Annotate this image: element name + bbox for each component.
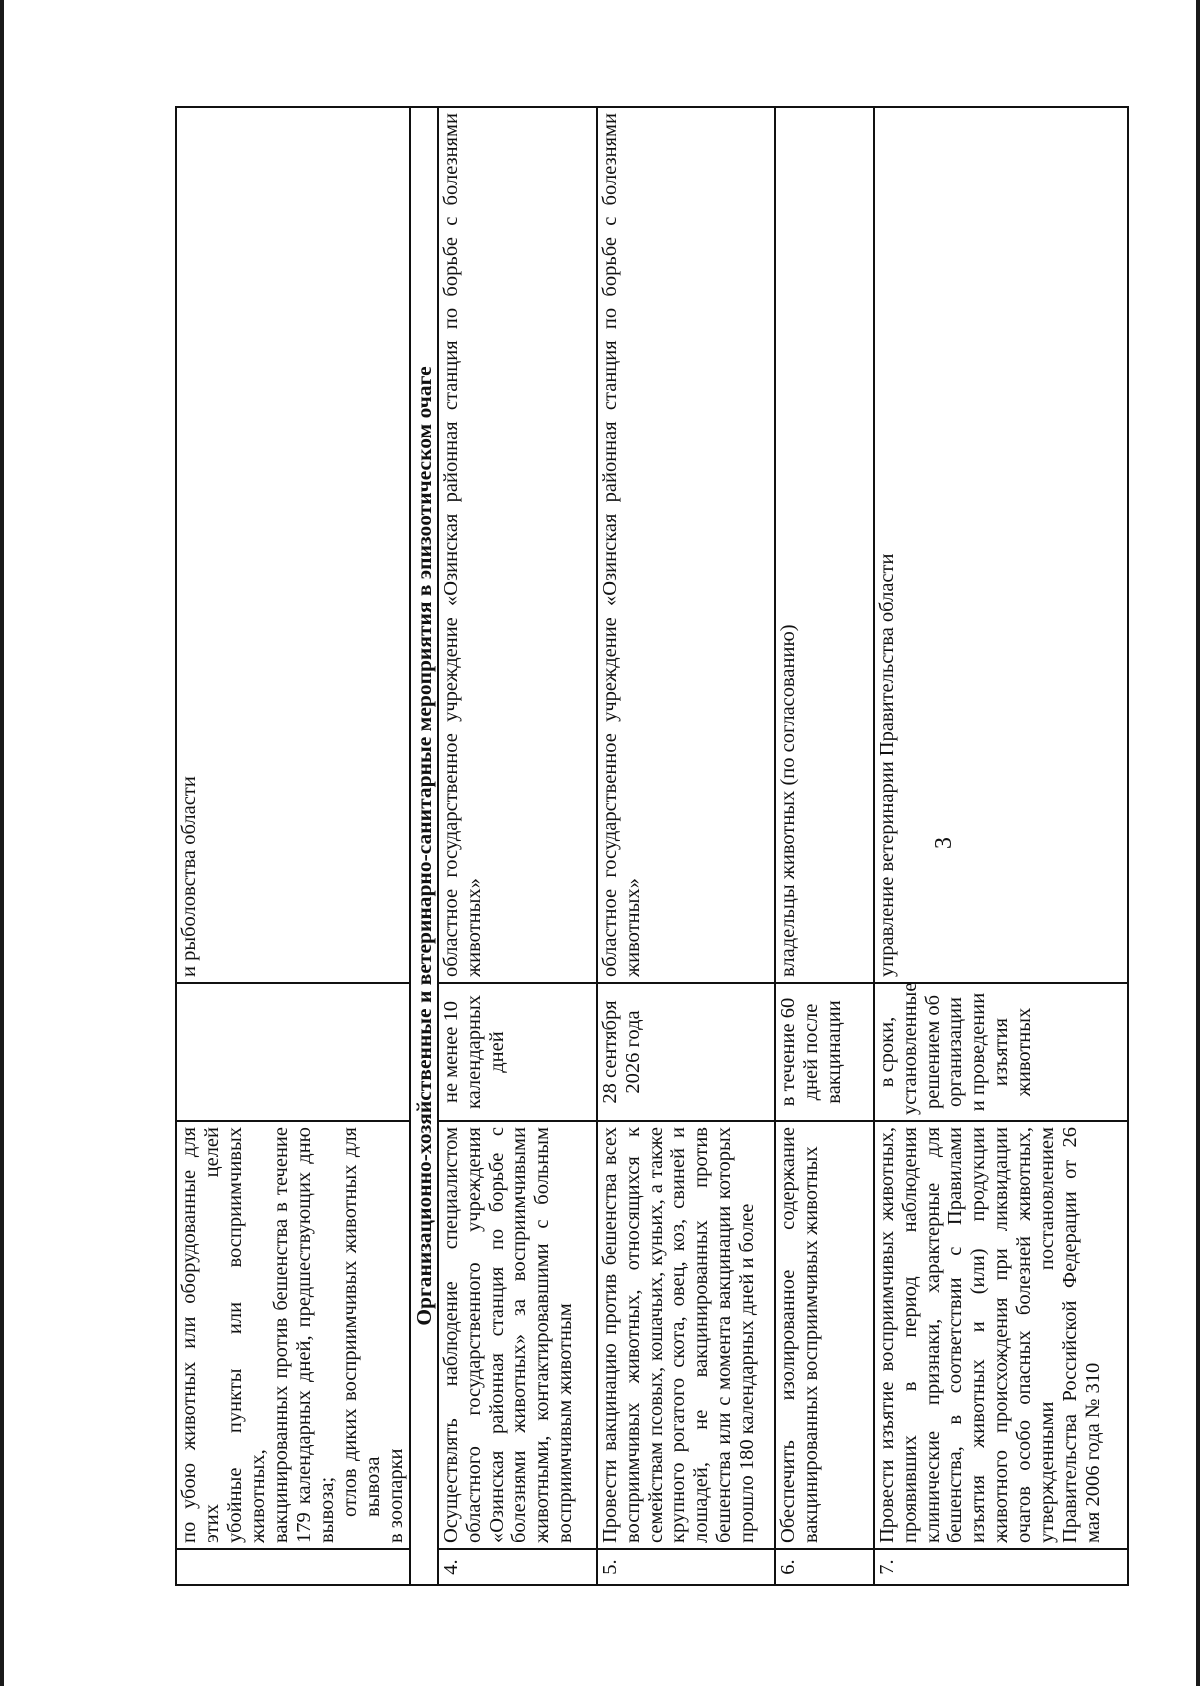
continuation-measure (176, 1121, 410, 1549)
section-title: Организационно-хозяйственные и ветеринарно-санитарные мероприятия в эпизоотическом очаге (410, 107, 438, 1585)
continuation-line: отлов диких восприимчивых животных для вывоза (338, 1127, 384, 1517)
row-responsible: управление ветеринарии Правительства области (874, 107, 1128, 983)
row-deadline: в сроки, установленные решением об организации и проведении изъятия животных (874, 983, 1128, 1121)
document-rotated-content (175, 108, 1105, 1586)
row-responsible: владельцы животных (по согласованию) (775, 107, 874, 983)
row-deadline: не менее 10 календарных дней (438, 983, 597, 1121)
continuation-deadline (176, 983, 410, 1121)
row-number: 4. (438, 1549, 597, 1585)
row-number: 6. (775, 1549, 874, 1585)
scan-edge-left (0, 0, 4, 1686)
continuation-responsible: и рыболовства области (176, 107, 410, 983)
row-responsible: областное государственное учреждение «Озинская районная станция по борьбе с болезнями животных» (597, 107, 775, 983)
table-row-continuation (176, 107, 410, 1585)
row-deadline: 28 сентября 2026 года (597, 983, 775, 1121)
row-number-blank (176, 1549, 410, 1585)
row-number: 5. (597, 1549, 775, 1585)
table-row (874, 107, 1128, 1585)
row-measure: Провести изъятие восприимчивых животных, проявивших в период наблюдения клинические признаки, характерные для бешенства, в соответствии с Правилами изъятия животных и (или) продукции животного происхождения при ликвидации очагов особо опасных болезней животных, утвержденными постановлением Правительства Российской Федерации от 26 мая 2006 года № 310 (874, 1121, 1128, 1549)
scan-edge-right (1196, 0, 1200, 1686)
continuation-line: по убою животных или оборудованные для этих целей (178, 1127, 223, 1543)
measures-table (175, 106, 1129, 1586)
continuation-line: 179 календарных дней, предшествующих дню вывоза; (292, 1127, 338, 1543)
continuation-line: в зоопарки (384, 1448, 407, 1543)
row-measure: Провести вакцинацию против бешенства всех восприимчивых животных, относящихся к семействам псовых, кошачьих, куньих, а также крупного рогатого скота, овец, коз, свиней и лошадей, не вакцинированных против бешенства или с момента вакцинации которых прошло 180 календарных дней и более (597, 1121, 775, 1549)
row-measure: Обеспечить изолированное содержание вакцинированных восприимчивых животных (775, 1121, 874, 1549)
continuation-line: убойные пункты или восприимчивых животных, (223, 1127, 269, 1543)
row-responsible: областное государственное учреждение «Озинская районная станция по борьбе с болезнями животных» (438, 107, 597, 983)
section-header-row (410, 107, 438, 1585)
table-row (597, 107, 775, 1585)
row-deadline: в течение 60 дней после вакцинации (775, 983, 874, 1121)
table-row (775, 107, 874, 1585)
continuation-line: вакцинированных против бешенства в течение (269, 1127, 292, 1543)
page-number: 3 (931, 837, 957, 849)
row-measure: Осуществлять наблюдение специалистом областного государственного учреждения «Озинская районная станция по борьбе с болезнями животных» за восприимчивыми животными, контактировавшими с больным восприимчивым животным (438, 1121, 597, 1549)
table-row (438, 107, 597, 1585)
row-number: 7. (874, 1549, 1128, 1585)
